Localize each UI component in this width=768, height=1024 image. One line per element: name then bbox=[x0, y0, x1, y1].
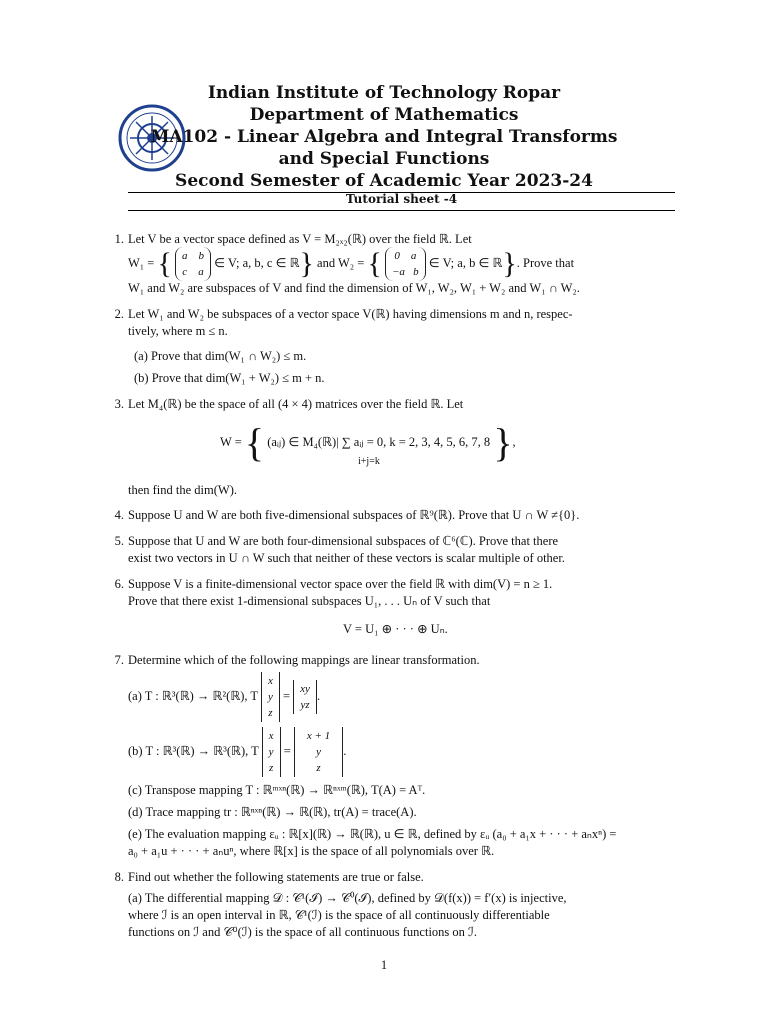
vector-output-a bbox=[293, 680, 317, 714]
matrix-entry: a bbox=[198, 266, 204, 278]
subpart-a: (a) Prove that dim(W₁ ∩ W₂) ≤ m. bbox=[134, 349, 307, 363]
question-number: 3. bbox=[114, 397, 124, 411]
vector-output-b bbox=[294, 727, 343, 777]
map-b-def: (b) T : ℝ³(ℝ) → ℝ³(ℝ), T bbox=[128, 743, 259, 758]
question-text: tively, where m ≤ n. bbox=[128, 324, 228, 338]
question-text: Suppose V is a finite-dimensional vector space over the field ℝ with dim(V) = n ≥ 1. bbox=[128, 577, 553, 591]
question-text: Find out whether the following statements are true or false. bbox=[128, 870, 424, 884]
question-text: Let W₁ and W₂ be subspaces of a vector space V(ℝ) having dimensions m and n, respec- bbox=[128, 307, 573, 321]
matrix-entry: −a bbox=[391, 266, 405, 278]
question-number: 2. bbox=[114, 307, 124, 321]
subpart-b: (b) Prove that dim(W₁ + W₂) ≤ m + n. bbox=[134, 371, 325, 385]
subpart-e: a₀ + a₁u + · · · + aₙuⁿ, where ℝ[x] is the space of all polynomials over ℝ. bbox=[128, 844, 495, 858]
department-name: Department of Mathematics bbox=[249, 105, 519, 125]
w1-label: W₁ = bbox=[128, 255, 155, 270]
course-title-line1: MA102 - Linear Algebra and Integral Transforms bbox=[150, 127, 618, 147]
vector-entry: z bbox=[316, 762, 321, 774]
w1-condition: ∈ V; a, b, c ∈ ℝ bbox=[214, 255, 300, 270]
vector-entry: x + 1 bbox=[306, 730, 331, 742]
matrix-entry: a bbox=[182, 250, 188, 262]
question-text: Determine which of the following mappings are linear transformation. bbox=[128, 653, 480, 667]
vector-xyz bbox=[262, 727, 281, 777]
question-text: exist two vectors in U ∩ W such that neither of these vectors is scalar multiple of other. bbox=[128, 551, 565, 565]
eq-body: (aᵢⱼ) ∈ M₄(ℝ)| ∑ aᵢⱼ = 0, k = 2, 3, 4, 5, 6, 7, 8 bbox=[267, 434, 491, 449]
map-a-def: (a) T : ℝ³(ℝ) → ℝ²(ℝ), T bbox=[128, 688, 258, 703]
matrix-w1 bbox=[175, 247, 211, 281]
matrix-entry: b bbox=[413, 266, 419, 278]
subpart-d: (d) Trace mapping tr : ℝⁿˣⁿ(ℝ) → ℝ(ℝ), tr(A) = trace(A). bbox=[128, 805, 417, 819]
question-number: 1. bbox=[114, 232, 124, 246]
question-text: Suppose that U and W are both four-dimensional subspaces of ℂ⁶(ℂ). Prove that there bbox=[128, 534, 559, 548]
question-7a: (a) T : ℝ³(ℝ) → ℝ²(ℝ), T x y z = xy yz . bbox=[128, 672, 320, 722]
open-brace: { bbox=[367, 247, 382, 280]
sheet-title: Tutorial sheet -4 bbox=[345, 192, 458, 206]
vector-entry: xy bbox=[300, 683, 310, 695]
question-text: Suppose U and W are both five-dimensional subspaces of ℝ⁹(ℝ). Prove that U ∩ W ≠{0}. bbox=[128, 508, 580, 522]
question-number: 6. bbox=[114, 577, 124, 591]
subpart-e: (e) The evaluation mapping εᵤ : ℝ[x](ℝ) → ℝ(ℝ), u ∈ ℝ, defined by εᵤ (a₀ + a₁x + · · · + aₙxⁿ) = bbox=[128, 827, 617, 841]
question-number: 7. bbox=[114, 653, 124, 667]
w2-label: and W₂ = bbox=[317, 255, 365, 270]
vector-entry: z bbox=[268, 762, 274, 774]
question-7b: (b) T : ℝ³(ℝ) → ℝ³(ℝ), T x y z = x + 1 y z . bbox=[128, 727, 346, 777]
vector-entry: yz bbox=[300, 699, 310, 711]
eq-end: , bbox=[512, 434, 516, 449]
course-title-line2: and Special Functions bbox=[278, 149, 490, 169]
subpart-c: (c) Transpose mapping T : ℝᵐˣⁿ(ℝ) → ℝⁿˣᵐ(ℝ), T(A) = Aᵀ. bbox=[128, 783, 426, 797]
open-brace: { bbox=[157, 247, 172, 280]
question-text: Let M₄(ℝ) be the space of all (4 × 4) matrices over the field ℝ. Let bbox=[128, 397, 464, 411]
close-brace: } bbox=[493, 420, 513, 465]
subpart-a: where ℐ is an open interval in ℝ, 𝒞¹(ℐ) is the space of all continuously differentiable bbox=[128, 908, 550, 922]
question-text: Let V be a vector space defined as V = M₂ₓ₂(ℝ) over the field ℝ. Let bbox=[128, 232, 472, 246]
prove-that: . Prove that bbox=[516, 255, 575, 270]
vector-entry: y bbox=[316, 746, 321, 758]
question-text: then find the dim(W). bbox=[128, 483, 237, 497]
question-number: 5. bbox=[114, 534, 124, 548]
matrix-entry: c bbox=[182, 266, 188, 278]
eq-lhs: W = bbox=[220, 434, 242, 449]
question-number: 8. bbox=[114, 870, 124, 884]
subpart-a: functions on ℐ and 𝒞⁰(ℐ) is the space of all continuous functions on ℐ. bbox=[128, 925, 478, 939]
vector-entry: x bbox=[267, 675, 273, 687]
question-1-sets bbox=[128, 247, 574, 281]
matrix-entry: a bbox=[410, 250, 417, 262]
page-number: 1 bbox=[380, 958, 388, 972]
vector-entry: y bbox=[267, 691, 273, 703]
w2-condition: ∈ V; a, b ∈ ℝ bbox=[428, 255, 503, 270]
close-brace: } bbox=[299, 247, 314, 280]
vector-entry: x bbox=[268, 730, 274, 742]
semester-line: Second Semester of Academic Year 2023-24 bbox=[175, 171, 593, 191]
institute-name: Indian Institute of Technology Ropar bbox=[207, 83, 561, 103]
close-brace: } bbox=[502, 247, 517, 280]
sum-subscript: i+j=k bbox=[358, 456, 380, 467]
open-brace: { bbox=[244, 420, 265, 465]
question-text: Prove that there exist 1-dimensional subspaces U₁, . . . Uₙ of V such that bbox=[128, 594, 491, 608]
vector-xyz bbox=[261, 672, 280, 722]
vector-entry: y bbox=[268, 746, 274, 758]
matrix-entry: b bbox=[198, 250, 204, 262]
question-number: 4. bbox=[114, 508, 124, 522]
matrix-w2 bbox=[385, 247, 426, 281]
question-6-equation: V = U₁ ⊕ · · · ⊕ Uₙ. bbox=[343, 622, 448, 636]
header-rule-bottom bbox=[128, 210, 675, 211]
subpart-a: (a) The differential mapping 𝒟 : 𝒞¹(ℐ) → 𝒞⁰(ℐ), defined by 𝒟(f(x)) = f′(x) is injective, bbox=[128, 891, 567, 905]
question-text: W₁ and W₂ are subspaces of V and find the dimension of W₁, W₂, W₁ + W₂ and W₁ ∩ W₂. bbox=[128, 281, 580, 295]
matrix-entry: 0 bbox=[394, 250, 400, 262]
vector-entry: z bbox=[268, 707, 273, 719]
